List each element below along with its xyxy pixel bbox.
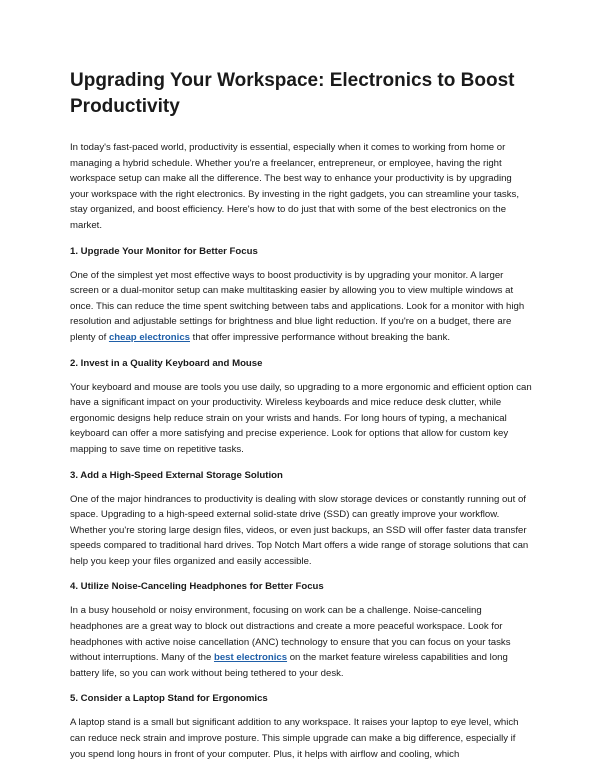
- section-heading-laptop-stand: 5. Consider a Laptop Stand for Ergonomics: [70, 693, 268, 705]
- monitor-body-text-start: One of the simplest yet most effective ways to boost productivity is by upgrading your monitor. A larger screen or a dual-monitor setup can make multitasking easier by allowing you to view multiple windows at once. This can reduce the time spent switching between tabs and applications. Look for a monitor with high resolution and adjustable settings for brightness and blue light reduction. If you're on a budget, there are plenty of: [70, 269, 525, 343]
- article-title: Upgrading Your Workspace: Electronics to Boost Productivity: [70, 70, 515, 117]
- section-body-keyboard: Your keyboard and mouse are tools you use daily, so upgrading to a more ergonomic and efficient option can have a significant impact on your productivity. Wireless keyboards and mice reduce desk clutter, while ergonomic designs help reduce strain on your wrists and hands. For long hours of typing, a mechanical keyboard can offer a more satisfying and precise experience. Look for options that allow for custom key mapping to save time on repetitive tasks.: [70, 381, 532, 455]
- best-electronics-link[interactable]: best electronics: [213, 652, 288, 664]
- document-page: [70, 68, 532, 773]
- section-body-headphones: [70, 603, 532, 681]
- intro-paragraph: In today's fast-paced world, productivity is essential, especially when it comes to working from home or managing a hybrid schedule. Whether you're a freelancer, entrepreneur, or employee, having the right workspace setup can make all the difference. The best way to enhance your productivity is by upgrading your workspace with the right electronics. By investing in the right gadgets, you can streamline your tasks, stay organized, and boost efficiency. Here's how to do just that with some of the best electronics on the market.: [70, 142, 519, 231]
- headphones-body-text-end: on the market feature wireless capabilities and long battery life, so you can work without being tethered to your desk.: [70, 652, 508, 679]
- section-heading-monitor: 1. Upgrade Your Monitor for Better Focus: [70, 245, 258, 257]
- headphones-body-text-start: In a busy household or noisy environment, focusing on work can be a challenge. Noise-canceling headphones are a great way to block out distractions and create a more peaceful workspace. Look for headphones with active noise cancellation (ANC) technology to ensure that you can focus on your tasks without interruptions. Many of the: [70, 605, 511, 664]
- section-body-storage: One of the major hindrances to productivity is dealing with slow storage devices or constantly running out of space. Upgrading to a high-speed external solid-state drive (SSD) can greatly improve your workflow. Whether you're storing large design files, videos, or even just backups, an SSD will offer faster data transfer speeds compared to traditional hard drives. Top Notch Mart offers a wide range of storage solutions that can help you keep your files organized and easily accessible.: [70, 493, 529, 567]
- monitor-body-text-end: that offer impressive performance without breaking the bank.: [190, 331, 451, 343]
- section-heading-storage: 3. Add a High-Speed External Storage Solution: [70, 469, 283, 481]
- section-heading-headphones: 4. Utilize Noise-Canceling Headphones for Better Focus: [70, 581, 324, 593]
- cheap-electronics-link[interactable]: cheap electronics: [108, 331, 190, 343]
- section-body-monitor: [70, 268, 532, 346]
- section-heading-keyboard: 2. Invest in a Quality Keyboard and Mouse: [70, 357, 263, 369]
- section-body-laptop-stand: A laptop stand is a small but significant addition to any workspace. It raises your laptop to eye level, which can reduce neck strain and improve posture. This simple upgrade can make a big difference, especially if you spend long hours in front of your computer. Plus, it helps with airflow and cooling, which: [70, 717, 519, 760]
